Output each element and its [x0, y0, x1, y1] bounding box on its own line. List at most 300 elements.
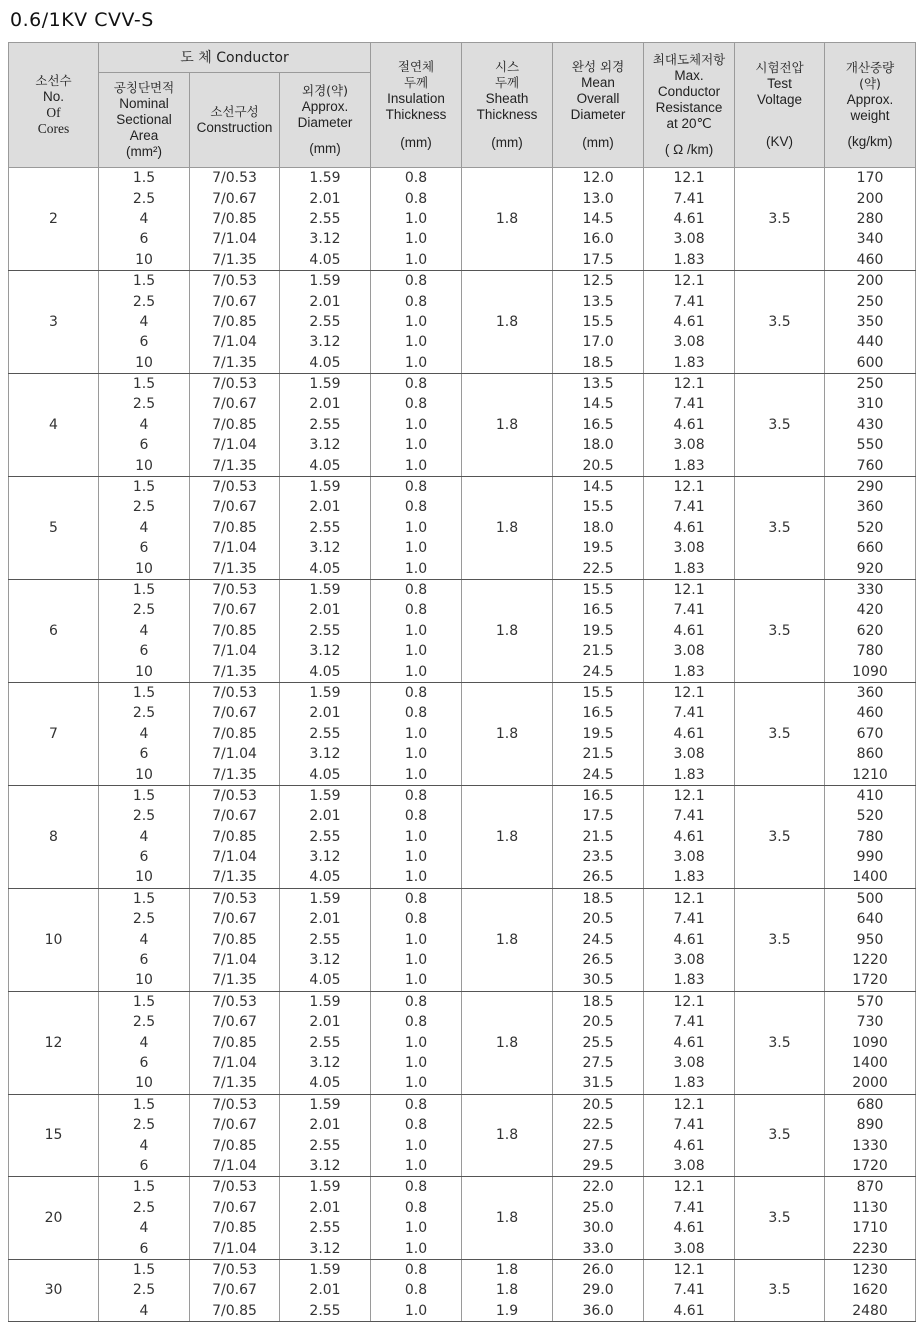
- diameter-cell: 2.01: [280, 1198, 371, 1218]
- spec-table-body: [9, 168, 916, 1322]
- table-row: [9, 785, 916, 806]
- weight-cell: 550: [825, 435, 916, 455]
- construction-cell: 7/1.04: [190, 847, 280, 867]
- overall-diameter-cell: 14.5: [553, 476, 644, 497]
- weight-cell: 860: [825, 744, 916, 764]
- overall-diameter-cell: 17.5: [553, 250, 644, 271]
- overall-diameter-cell: 26.0: [553, 1259, 644, 1280]
- diameter-cell: 4.05: [280, 1073, 371, 1094]
- weight-cell: 280: [825, 209, 916, 229]
- voltage-cell: 3.5: [735, 785, 825, 888]
- construction-cell: 7/0.53: [190, 682, 280, 703]
- construction-cell: 7/0.85: [190, 1135, 280, 1155]
- insulation-cell: 1.0: [371, 724, 462, 744]
- sheath-cell: 1.8: [462, 888, 553, 991]
- overall-diameter-cell: 15.5: [553, 682, 644, 703]
- cores-cell: 10: [9, 888, 99, 991]
- overall-diameter-cell: 13.5: [553, 373, 644, 394]
- overall-diameter-cell: 30.5: [553, 970, 644, 991]
- area-cell: 10: [99, 250, 190, 271]
- construction-cell: 7/0.53: [190, 270, 280, 291]
- insulation-cell: 0.8: [371, 703, 462, 723]
- weight-cell: 1090: [825, 1032, 916, 1052]
- area-cell: 2.5: [99, 188, 190, 208]
- header-cores: 소선수 No. Of Cores: [9, 43, 99, 168]
- weight-cell: 780: [825, 641, 916, 661]
- insulation-cell: 0.8: [371, 579, 462, 600]
- diameter-cell: 2.01: [280, 909, 371, 929]
- area-cell: 6: [99, 332, 190, 352]
- diameter-cell: 2.01: [280, 394, 371, 414]
- resistance-cell: 12.1: [644, 579, 735, 600]
- weight-cell: 2230: [825, 1238, 916, 1259]
- construction-cell: 7/1.35: [190, 1073, 280, 1094]
- weight-cell: 870: [825, 1177, 916, 1198]
- insulation-cell: 0.8: [371, 1094, 462, 1115]
- resistance-cell: 7.41: [644, 806, 735, 826]
- insulation-cell: 0.8: [371, 1259, 462, 1280]
- sheath-cell: 1.8: [462, 991, 553, 1094]
- area-cell: 4: [99, 621, 190, 641]
- insulation-cell: 1.0: [371, 847, 462, 867]
- weight-cell: 250: [825, 373, 916, 394]
- header-test-voltage: 시험전압 Test Voltage (KV): [735, 43, 825, 168]
- insulation-cell: 1.0: [371, 1073, 462, 1094]
- insulation-cell: 1.0: [371, 538, 462, 558]
- weight-cell: 410: [825, 785, 916, 806]
- diameter-cell: 4.05: [280, 661, 371, 682]
- weight-cell: 570: [825, 991, 916, 1012]
- insulation-cell: 1.0: [371, 1300, 462, 1321]
- construction-cell: 7/1.04: [190, 744, 280, 764]
- construction-cell: 7/0.67: [190, 806, 280, 826]
- diameter-cell: 1.59: [280, 1094, 371, 1115]
- construction-cell: 7/0.85: [190, 1218, 280, 1238]
- resistance-cell: 4.61: [644, 929, 735, 949]
- construction-cell: 7/1.04: [190, 538, 280, 558]
- area-cell: 2.5: [99, 394, 190, 414]
- area-cell: 6: [99, 1053, 190, 1073]
- area-cell: 10: [99, 455, 190, 476]
- overall-diameter-cell: 24.5: [553, 661, 644, 682]
- insulation-cell: 0.8: [371, 1115, 462, 1135]
- weight-cell: 620: [825, 621, 916, 641]
- area-cell: 4: [99, 929, 190, 949]
- resistance-cell: 12.1: [644, 1094, 735, 1115]
- insulation-cell: 1.0: [371, 950, 462, 970]
- header-approx-diameter: 외경(약) Approx. Diameter (mm): [280, 73, 371, 168]
- diameter-cell: 2.55: [280, 1135, 371, 1155]
- overall-diameter-cell: 20.5: [553, 1012, 644, 1032]
- insulation-cell: 1.0: [371, 415, 462, 435]
- table-row: [9, 373, 916, 394]
- resistance-cell: 4.61: [644, 621, 735, 641]
- overall-diameter-cell: 18.5: [553, 353, 644, 374]
- area-cell: 2.5: [99, 1280, 190, 1300]
- resistance-cell: 7.41: [644, 703, 735, 723]
- area-cell: 1.5: [99, 1259, 190, 1280]
- weight-cell: 2000: [825, 1073, 916, 1094]
- resistance-cell: 4.61: [644, 1218, 735, 1238]
- header-weight: 개산중량 (약) Approx. weight (kg/km): [825, 43, 916, 168]
- diameter-cell: 2.55: [280, 1032, 371, 1052]
- voltage-cell: 3.5: [735, 270, 825, 373]
- weight-cell: 520: [825, 518, 916, 538]
- diameter-cell: 2.55: [280, 415, 371, 435]
- resistance-cell: 3.08: [644, 1156, 735, 1177]
- resistance-cell: 1.83: [644, 558, 735, 579]
- diameter-cell: 4.05: [280, 970, 371, 991]
- insulation-cell: 1.0: [371, 229, 462, 249]
- overall-diameter-cell: 22.5: [553, 558, 644, 579]
- resistance-cell: 3.08: [644, 1053, 735, 1073]
- weight-cell: 460: [825, 250, 916, 271]
- construction-cell: 7/0.85: [190, 1032, 280, 1052]
- overall-diameter-cell: 24.5: [553, 929, 644, 949]
- resistance-cell: 12.1: [644, 373, 735, 394]
- insulation-cell: 0.8: [371, 1280, 462, 1300]
- overall-diameter-cell: 12.0: [553, 168, 644, 189]
- area-cell: 2.5: [99, 600, 190, 620]
- overall-diameter-cell: 16.0: [553, 229, 644, 249]
- resistance-cell: 1.83: [644, 353, 735, 374]
- construction-cell: 7/1.35: [190, 353, 280, 374]
- construction-cell: 7/1.35: [190, 661, 280, 682]
- overall-diameter-cell: 13.5: [553, 291, 644, 311]
- resistance-cell: 12.1: [644, 168, 735, 189]
- diameter-cell: 1.59: [280, 373, 371, 394]
- weight-cell: 780: [825, 827, 916, 847]
- construction-cell: 7/0.53: [190, 373, 280, 394]
- area-cell: 10: [99, 1073, 190, 1094]
- overall-diameter-cell: 29.0: [553, 1280, 644, 1300]
- area-cell: 4: [99, 1032, 190, 1052]
- overall-diameter-cell: 16.5: [553, 785, 644, 806]
- overall-diameter-cell: 22.5: [553, 1115, 644, 1135]
- diameter-cell: 1.59: [280, 991, 371, 1012]
- construction-cell: 7/0.85: [190, 415, 280, 435]
- sheath-cell: 1.8: [462, 1094, 553, 1177]
- overall-diameter-cell: 31.5: [553, 1073, 644, 1094]
- construction-cell: 7/1.35: [190, 455, 280, 476]
- header-resistance: 최대도체저항 Max. Conductor Resistance at 20℃ ( Ω /km): [644, 43, 735, 168]
- weight-cell: 520: [825, 806, 916, 826]
- insulation-cell: 1.0: [371, 641, 462, 661]
- insulation-cell: 1.0: [371, 312, 462, 332]
- weight-cell: 950: [825, 929, 916, 949]
- construction-cell: 7/0.85: [190, 621, 280, 641]
- insulation-cell: 1.0: [371, 744, 462, 764]
- construction-cell: 7/0.85: [190, 827, 280, 847]
- weight-cell: 1620: [825, 1280, 916, 1300]
- resistance-cell: 4.61: [644, 1135, 735, 1155]
- sheath-cell: 1.8: [462, 476, 553, 579]
- insulation-cell: 0.8: [371, 270, 462, 291]
- overall-diameter-cell: 17.5: [553, 806, 644, 826]
- resistance-cell: 1.83: [644, 250, 735, 271]
- voltage-cell: 3.5: [735, 579, 825, 682]
- weight-cell: 670: [825, 724, 916, 744]
- diameter-cell: 2.55: [280, 724, 371, 744]
- diameter-cell: 3.12: [280, 1238, 371, 1259]
- insulation-cell: 1.0: [371, 1032, 462, 1052]
- construction-cell: 7/0.67: [190, 291, 280, 311]
- weight-cell: 250: [825, 291, 916, 311]
- insulation-cell: 1.0: [371, 764, 462, 785]
- resistance-cell: 7.41: [644, 497, 735, 517]
- diameter-cell: 2.55: [280, 1300, 371, 1321]
- weight-cell: 360: [825, 497, 916, 517]
- insulation-cell: 1.0: [371, 929, 462, 949]
- area-cell: 6: [99, 1156, 190, 1177]
- insulation-cell: 0.8: [371, 497, 462, 517]
- construction-cell: 7/0.85: [190, 209, 280, 229]
- construction-cell: 7/0.53: [190, 785, 280, 806]
- area-cell: 1.5: [99, 1094, 190, 1115]
- weight-cell: 330: [825, 579, 916, 600]
- area-cell: 6: [99, 435, 190, 455]
- construction-cell: 7/1.04: [190, 1238, 280, 1259]
- overall-diameter-cell: 16.5: [553, 703, 644, 723]
- insulation-cell: 0.8: [371, 600, 462, 620]
- area-cell: 1.5: [99, 579, 190, 600]
- cores-cell: 15: [9, 1094, 99, 1177]
- construction-cell: 7/1.35: [190, 867, 280, 888]
- weight-cell: 310: [825, 394, 916, 414]
- weight-cell: 760: [825, 455, 916, 476]
- voltage-cell: 3.5: [735, 168, 825, 271]
- construction-cell: 7/1.04: [190, 229, 280, 249]
- diameter-cell: 3.12: [280, 950, 371, 970]
- area-cell: 1.5: [99, 785, 190, 806]
- overall-diameter-cell: 20.5: [553, 1094, 644, 1115]
- spec-table: [8, 42, 916, 1322]
- construction-cell: 7/0.67: [190, 188, 280, 208]
- overall-diameter-cell: 18.5: [553, 888, 644, 909]
- insulation-cell: 0.8: [371, 476, 462, 497]
- construction-cell: 7/0.67: [190, 1115, 280, 1135]
- diameter-cell: 1.59: [280, 1259, 371, 1280]
- area-cell: 4: [99, 827, 190, 847]
- overall-diameter-cell: 20.5: [553, 455, 644, 476]
- area-cell: 6: [99, 744, 190, 764]
- resistance-cell: 3.08: [644, 538, 735, 558]
- insulation-cell: 0.8: [371, 373, 462, 394]
- resistance-cell: 3.08: [644, 229, 735, 249]
- header-construction: 소선구성 Construction: [190, 73, 280, 168]
- diameter-cell: 4.05: [280, 250, 371, 271]
- header-nominal-area: 공칭단면적 Nominal Sectional Area (mm²): [99, 73, 190, 168]
- resistance-cell: 12.1: [644, 476, 735, 497]
- diameter-cell: 2.55: [280, 1218, 371, 1238]
- area-cell: 4: [99, 415, 190, 435]
- weight-cell: 420: [825, 600, 916, 620]
- overall-diameter-cell: 18.0: [553, 518, 644, 538]
- resistance-cell: 3.08: [644, 950, 735, 970]
- resistance-cell: 1.83: [644, 455, 735, 476]
- insulation-cell: 0.8: [371, 168, 462, 189]
- voltage-cell: 3.5: [735, 1259, 825, 1321]
- voltage-cell: 3.5: [735, 1177, 825, 1260]
- area-cell: 4: [99, 1135, 190, 1155]
- diameter-cell: 2.55: [280, 518, 371, 538]
- cores-cell: 5: [9, 476, 99, 579]
- area-cell: 1.5: [99, 270, 190, 291]
- resistance-cell: 7.41: [644, 909, 735, 929]
- area-cell: 1.5: [99, 991, 190, 1012]
- area-cell: 2.5: [99, 703, 190, 723]
- resistance-cell: 12.1: [644, 785, 735, 806]
- insulation-cell: 0.8: [371, 785, 462, 806]
- area-cell: 2.5: [99, 1115, 190, 1135]
- insulation-cell: 1.0: [371, 209, 462, 229]
- weight-cell: 890: [825, 1115, 916, 1135]
- insulation-cell: 1.0: [371, 1156, 462, 1177]
- sheath-cell: 1.8: [462, 785, 553, 888]
- weight-cell: 1400: [825, 1053, 916, 1073]
- table-row: [9, 682, 916, 703]
- diameter-cell: 3.12: [280, 229, 371, 249]
- weight-cell: 990: [825, 847, 916, 867]
- resistance-cell: 12.1: [644, 270, 735, 291]
- insulation-cell: 0.8: [371, 291, 462, 311]
- resistance-cell: 1.83: [644, 1073, 735, 1094]
- construction-cell: 7/0.67: [190, 703, 280, 723]
- overall-diameter-cell: 23.5: [553, 847, 644, 867]
- sheath-cell: 1.8: [462, 1177, 553, 1260]
- table-row: [9, 1259, 916, 1280]
- overall-diameter-cell: 18.0: [553, 435, 644, 455]
- insulation-cell: 1.0: [371, 621, 462, 641]
- diameter-cell: 2.55: [280, 929, 371, 949]
- diameter-cell: 2.55: [280, 209, 371, 229]
- header-overall-diameter: 완성 외경 Mean Overall Diameter (mm): [553, 43, 644, 168]
- weight-cell: 1710: [825, 1218, 916, 1238]
- cores-cell: 20: [9, 1177, 99, 1260]
- insulation-cell: 1.0: [371, 435, 462, 455]
- weight-cell: 1130: [825, 1198, 916, 1218]
- overall-diameter-cell: 26.5: [553, 867, 644, 888]
- overall-diameter-cell: 12.5: [553, 270, 644, 291]
- overall-diameter-cell: 19.5: [553, 538, 644, 558]
- voltage-cell: 3.5: [735, 991, 825, 1094]
- sheath-cell: 1.8: [462, 1280, 553, 1300]
- weight-cell: 170: [825, 168, 916, 189]
- construction-cell: 7/0.85: [190, 724, 280, 744]
- area-cell: 4: [99, 1218, 190, 1238]
- area-cell: 6: [99, 950, 190, 970]
- construction-cell: 7/1.35: [190, 764, 280, 785]
- overall-diameter-cell: 15.5: [553, 312, 644, 332]
- area-cell: 2.5: [99, 291, 190, 311]
- area-cell: 10: [99, 353, 190, 374]
- cores-cell: 8: [9, 785, 99, 888]
- insulation-cell: 1.0: [371, 970, 462, 991]
- diameter-cell: 2.01: [280, 806, 371, 826]
- weight-cell: 500: [825, 888, 916, 909]
- area-cell: 1.5: [99, 476, 190, 497]
- construction-cell: 7/0.67: [190, 600, 280, 620]
- diameter-cell: 1.59: [280, 579, 371, 600]
- resistance-cell: 4.61: [644, 827, 735, 847]
- insulation-cell: 0.8: [371, 394, 462, 414]
- insulation-cell: 0.8: [371, 188, 462, 208]
- area-cell: 1.5: [99, 1177, 190, 1198]
- cores-cell: 30: [9, 1259, 99, 1321]
- area-cell: 2.5: [99, 909, 190, 929]
- weight-cell: 1400: [825, 867, 916, 888]
- insulation-cell: 0.8: [371, 806, 462, 826]
- overall-diameter-cell: 19.5: [553, 724, 644, 744]
- weight-cell: 600: [825, 353, 916, 374]
- overall-diameter-cell: 33.0: [553, 1238, 644, 1259]
- insulation-cell: 0.8: [371, 909, 462, 929]
- area-cell: 10: [99, 764, 190, 785]
- construction-cell: 7/1.35: [190, 558, 280, 579]
- construction-cell: 7/0.53: [190, 579, 280, 600]
- weight-cell: 1090: [825, 661, 916, 682]
- sheath-cell: 1.8: [462, 270, 553, 373]
- weight-cell: 660: [825, 538, 916, 558]
- area-cell: 6: [99, 1238, 190, 1259]
- insulation-cell: 1.0: [371, 558, 462, 579]
- insulation-cell: 0.8: [371, 682, 462, 703]
- cores-cell: 4: [9, 373, 99, 476]
- diameter-cell: 3.12: [280, 538, 371, 558]
- overall-diameter-cell: 15.5: [553, 497, 644, 517]
- area-cell: 10: [99, 661, 190, 682]
- diameter-cell: 3.12: [280, 641, 371, 661]
- cores-cell: 7: [9, 682, 99, 785]
- construction-cell: 7/0.53: [190, 888, 280, 909]
- diameter-cell: 1.59: [280, 682, 371, 703]
- overall-diameter-cell: 36.0: [553, 1300, 644, 1321]
- spec-table-container: [8, 42, 915, 1322]
- overall-diameter-cell: 27.5: [553, 1135, 644, 1155]
- resistance-cell: 4.61: [644, 724, 735, 744]
- construction-cell: 7/0.85: [190, 312, 280, 332]
- area-cell: 6: [99, 229, 190, 249]
- cores-cell: 12: [9, 991, 99, 1094]
- weight-cell: 200: [825, 188, 916, 208]
- diameter-cell: 2.01: [280, 703, 371, 723]
- weight-cell: 1230: [825, 1259, 916, 1280]
- construction-cell: 7/0.53: [190, 476, 280, 497]
- resistance-cell: 4.61: [644, 209, 735, 229]
- table-row: [9, 888, 916, 909]
- insulation-cell: 0.8: [371, 991, 462, 1012]
- voltage-cell: 3.5: [735, 373, 825, 476]
- construction-cell: 7/0.67: [190, 394, 280, 414]
- diameter-cell: 4.05: [280, 867, 371, 888]
- diameter-cell: 1.59: [280, 1177, 371, 1198]
- table-row: [9, 168, 916, 189]
- overall-diameter-cell: 16.5: [553, 415, 644, 435]
- overall-diameter-cell: 21.5: [553, 827, 644, 847]
- diameter-cell: 3.12: [280, 1156, 371, 1177]
- overall-diameter-cell: 21.5: [553, 641, 644, 661]
- diameter-cell: 4.05: [280, 558, 371, 579]
- insulation-cell: 0.8: [371, 888, 462, 909]
- weight-cell: 350: [825, 312, 916, 332]
- diameter-cell: 2.55: [280, 621, 371, 641]
- resistance-cell: 3.08: [644, 744, 735, 764]
- resistance-cell: 7.41: [644, 600, 735, 620]
- diameter-cell: 4.05: [280, 353, 371, 374]
- overall-diameter-cell: 21.5: [553, 744, 644, 764]
- diameter-cell: 1.59: [280, 168, 371, 189]
- resistance-cell: 7.41: [644, 1198, 735, 1218]
